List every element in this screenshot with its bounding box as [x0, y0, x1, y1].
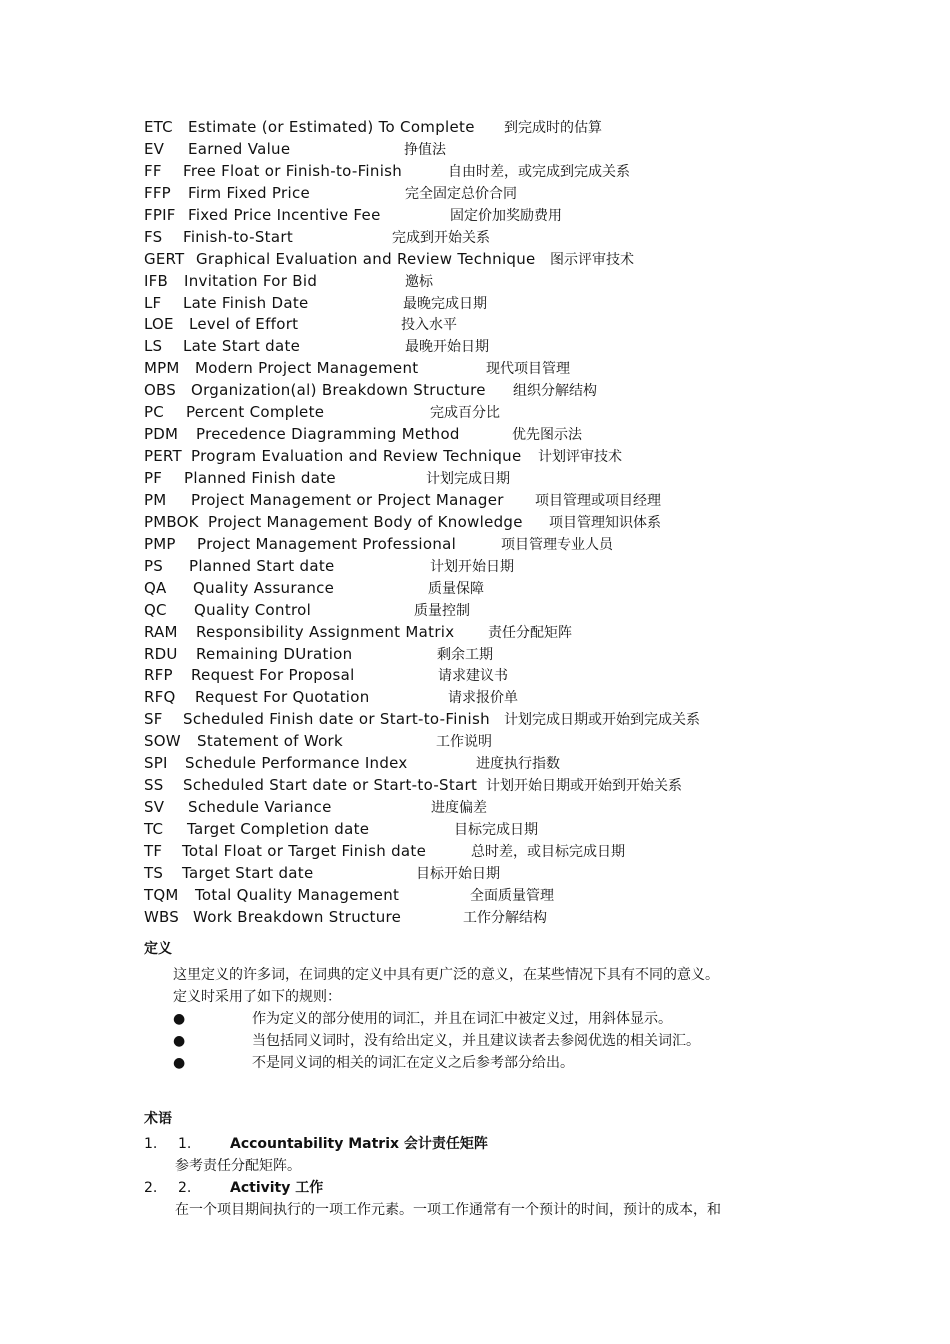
abbreviation-english: Target Start date [182, 863, 314, 882]
abbreviation-english: Organization(al) Breakdown Structure [191, 381, 486, 400]
abbreviation-chinese: 最晚开始日期 [405, 339, 489, 356]
abbreviation-row [144, 270, 904, 292]
bullet-icon: ● [173, 1033, 186, 1049]
abbreviation-code: PF [144, 469, 163, 487]
abbreviation-chinese: 完成百分比 [430, 405, 500, 422]
abbreviation-code: TC [144, 820, 164, 838]
abbreviation-row [144, 248, 904, 270]
abbreviation-code: TF [144, 841, 163, 860]
abbreviation-chinese: 目标完成日期 [454, 822, 538, 838]
abbreviation-chinese: 自由时差，或完成到完成关系 [448, 163, 630, 180]
abbreviation-english: Graphical Evaluation and Review Technique [196, 249, 536, 268]
abbreviation-chinese: 工作说明 [436, 734, 492, 751]
abbreviation-code: QC [144, 600, 167, 619]
abbreviation-row [144, 884, 904, 906]
abbreviation-row [144, 664, 904, 686]
abbreviation-chinese: 项目管理知识体系 [549, 514, 661, 531]
abbreviation-english: Work Breakdown Structure [193, 907, 402, 926]
abbreviation-chinese: 总时差，或目标完成日期 [471, 843, 625, 860]
abbreviation-row [144, 840, 904, 862]
abbreviation-row [144, 182, 904, 204]
abbreviation-code: RFP [144, 666, 173, 685]
abbreviation-code: SOW [144, 732, 181, 751]
abbreviation-chinese: 到完成时的估算 [504, 120, 602, 136]
abbreviation-chinese: 完全固定总价合同 [405, 185, 517, 202]
abbreviation-row [144, 555, 904, 577]
abbreviation-code: OBS [144, 381, 176, 400]
abbreviation-row [144, 730, 904, 752]
abbreviation-code: LOE [144, 315, 174, 334]
definition-rule-text: 不是同义词的相关的词汇在定义之后参考部分给出。 [252, 1055, 574, 1071]
abbreviation-row [144, 357, 904, 379]
abbreviation-row [144, 467, 904, 489]
abbreviation-chinese: 工作分解结构 [463, 909, 547, 926]
abbreviation-english: Target Completion date [187, 820, 370, 838]
abbreviation-english: Scheduled Finish date or Start-to-Finish [183, 710, 490, 729]
abbreviation-row [144, 796, 904, 818]
abbreviation-code: RFQ [144, 688, 176, 707]
abbreviation-code: TQM [144, 885, 179, 904]
abbreviation-english: Responsibility Assignment Matrix [196, 622, 455, 641]
abbreviation-english: Finish-to-Start [183, 227, 294, 246]
definition-rule-text: 当包括同义词时，没有给出定义，并且建议读者去参阅优选的相关词汇。 [252, 1033, 700, 1049]
term-subnumber: 1. [178, 1136, 192, 1152]
abbreviation-chinese: 挣值法 [404, 141, 446, 158]
abbreviation-english: Invitation For Bid [184, 271, 318, 290]
definition-rule-text: 作为定义的部分使用的词汇，并且在词汇中被定义过，用斜体显示。 [252, 1011, 672, 1027]
abbreviation-row [144, 862, 904, 884]
abbreviation-chinese: 优先图示法 [512, 427, 582, 444]
abbreviation-row [144, 818, 904, 840]
terms-heading: 术语 [144, 1111, 172, 1127]
abbreviation-row [144, 774, 904, 796]
abbreviation-english: Firm Fixed Price [188, 183, 311, 202]
abbreviation-row [144, 686, 904, 708]
abbreviation-english: Late Finish Date [183, 293, 309, 312]
abbreviation-english: Project Management Body of Knowledge [208, 512, 523, 531]
abbreviation-chinese: 完成到开始关系 [392, 229, 490, 246]
abbreviation-code: PDM [144, 425, 179, 444]
abbreviation-code: ETC [144, 118, 173, 136]
bullet-icon: ● [173, 1011, 186, 1027]
abbreviation-english: Modern Project Management [195, 359, 419, 378]
abbreviation-code: PS [144, 556, 163, 575]
abbreviation-english: Quality Control [194, 600, 312, 619]
abbreviation-chinese: 请求报价单 [448, 690, 518, 707]
abbreviation-chinese: 最晚完成日期 [403, 295, 487, 312]
definitions-intro-line1: 这里定义的许多词，在词典的定义中具有更广泛的意义，在某些情况下具有不同的意义。 [173, 967, 719, 983]
abbreviation-code: FFP [144, 183, 171, 202]
abbreviation-code: PC [144, 403, 164, 422]
abbreviation-row [144, 445, 904, 467]
abbreviation-code: QA [144, 578, 167, 597]
abbreviation-row [144, 204, 904, 226]
abbreviation-row [144, 643, 904, 665]
abbreviation-chinese: 项目管理或项目经理 [535, 492, 661, 509]
abbreviation-code: MPM [144, 359, 180, 378]
term-number: 2. [144, 1180, 158, 1196]
abbreviation-row [144, 752, 904, 774]
definition-rule-item [173, 1030, 813, 1052]
abbreviation-code: GERT [144, 249, 185, 268]
abbreviation-row [144, 621, 904, 643]
abbreviation-english: Free Float or Finish-to-Finish [183, 161, 403, 180]
abbreviation-chinese: 全面质量管理 [470, 887, 554, 904]
abbreviation-english: Request For Proposal [191, 666, 355, 685]
abbreviation-chinese: 计划完成日期或开始到完成关系 [504, 712, 700, 729]
abbreviation-english: Remaining DUration [196, 644, 353, 663]
abbreviation-code: SS [144, 776, 164, 795]
abbreviation-chinese: 投入水平 [401, 317, 457, 334]
abbreviation-english: Late Start date [183, 337, 301, 356]
abbreviation-english: Planned Start date [189, 556, 335, 575]
term-definition: 在一个项目期间执行的一项工作元素。一项工作通常有一个预计的时间，预计的成本，和 [175, 1202, 721, 1218]
definitions-intro-line2: 定义时采用了如下的规则： [173, 989, 341, 1005]
abbreviation-row [144, 335, 904, 357]
term-heading [144, 1133, 844, 1155]
abbreviation-code: FPIF [144, 205, 176, 224]
abbreviation-english: Planned Finish date [184, 469, 336, 487]
abbreviation-chinese: 剩余工期 [437, 646, 493, 663]
abbreviation-row [144, 379, 904, 401]
abbreviation-chinese: 质量控制 [414, 602, 470, 619]
abbreviation-english: Scheduled Start date or Start-to-Start [183, 776, 478, 795]
abbreviation-row [144, 226, 904, 248]
definition-rule-item [173, 1008, 813, 1030]
abbreviation-chinese: 质量保障 [428, 580, 484, 597]
abbreviation-code: LS [144, 337, 163, 356]
abbreviation-chinese: 计划评审技术 [538, 449, 622, 466]
abbreviation-chinese: 责任分配矩阵 [488, 624, 572, 641]
abbreviation-english: Request For Quotation [195, 688, 370, 707]
abbreviation-english: Schedule Variance [188, 798, 332, 817]
abbreviation-english: Level of Effort [189, 315, 299, 334]
term-title: Accountability Matrix 会计责任矩阵 [230, 1136, 488, 1152]
abbreviation-row [144, 160, 904, 182]
term-definition: 参考责任分配矩阵。 [175, 1158, 301, 1174]
term-subnumber: 2. [178, 1180, 192, 1196]
abbreviation-english: Program Evaluation and Review Technique [191, 447, 522, 466]
abbreviation-row [144, 708, 904, 730]
abbreviation-code: EV [144, 139, 165, 158]
abbreviation-code: PERT [144, 447, 182, 466]
abbreviation-list [144, 116, 904, 928]
abbreviation-row [144, 116, 904, 138]
abbreviation-code: WBS [144, 907, 179, 926]
abbreviation-chinese: 请求建议书 [438, 668, 508, 685]
abbreviation-code: SV [144, 798, 165, 817]
abbreviation-chinese: 项目管理专业人员 [501, 536, 613, 553]
abbreviation-chinese: 计划开始日期或开始到开始关系 [486, 778, 682, 795]
abbreviation-english: Total Quality Management [195, 885, 400, 904]
abbreviation-english: Project Management or Project Manager [191, 490, 504, 509]
abbreviation-english: Total Float or Target Finish date [182, 841, 427, 860]
abbreviation-chinese: 进度执行指数 [476, 756, 560, 773]
abbreviation-code: SPI [144, 754, 168, 773]
abbreviation-chinese: 计划开始日期 [430, 558, 514, 575]
abbreviation-chinese: 进度偏差 [431, 800, 487, 817]
abbreviation-chinese: 固定价加奖励费用 [450, 207, 562, 224]
term-number: 1. [144, 1136, 158, 1152]
abbreviation-row [144, 599, 904, 621]
abbreviation-code: TS [144, 863, 164, 882]
definition-rule-item [173, 1052, 813, 1074]
abbreviation-code: FS [144, 227, 163, 246]
abbreviation-english: Estimate (or Estimated) To Complete [188, 118, 475, 136]
abbreviation-row [144, 489, 904, 511]
abbreviation-english: Precedence Diagramming Method [196, 425, 460, 444]
abbreviation-code: LF [144, 293, 162, 312]
abbreviation-english: Statement of Work [197, 732, 344, 751]
term-heading [144, 1177, 844, 1199]
abbreviation-row [144, 533, 904, 555]
abbreviation-english: Schedule Performance Index [185, 754, 408, 773]
abbreviation-row [144, 906, 904, 928]
bullet-icon: ● [173, 1055, 186, 1071]
abbreviation-code: PMBOK [144, 512, 199, 531]
definitions-heading: 定义 [144, 941, 172, 957]
abbreviation-english: Percent Complete [186, 403, 325, 422]
abbreviation-english: Quality Assurance [193, 578, 335, 597]
term-title: Activity 工作 [230, 1180, 324, 1196]
abbreviation-row [144, 138, 904, 160]
abbreviation-code: RDU [144, 644, 178, 663]
abbreviation-code: IFB [144, 271, 168, 290]
abbreviation-code: FF [144, 161, 162, 180]
abbreviation-row [144, 401, 904, 423]
abbreviation-code: RAM [144, 622, 178, 641]
abbreviation-english: Fixed Price Incentive Fee [188, 205, 381, 224]
abbreviation-chinese: 现代项目管理 [486, 361, 570, 378]
abbreviation-row [144, 313, 904, 335]
abbreviation-chinese: 图示评审技术 [550, 251, 634, 268]
abbreviation-chinese: 目标开始日期 [416, 865, 500, 882]
abbreviation-english: Project Management Professional [197, 534, 457, 553]
abbreviation-code: PM [144, 490, 167, 509]
abbreviation-row [144, 577, 904, 599]
abbreviation-row [144, 511, 904, 533]
abbreviation-chinese: 计划完成日期 [426, 471, 510, 487]
abbreviation-code: PMP [144, 534, 176, 553]
abbreviation-english: Earned Value [188, 139, 291, 158]
abbreviation-chinese: 组织分解结构 [513, 383, 597, 400]
abbreviation-chinese: 邀标 [405, 273, 433, 290]
abbreviation-row [144, 423, 904, 445]
abbreviation-row [144, 292, 904, 314]
abbreviation-code: SF [144, 710, 163, 729]
